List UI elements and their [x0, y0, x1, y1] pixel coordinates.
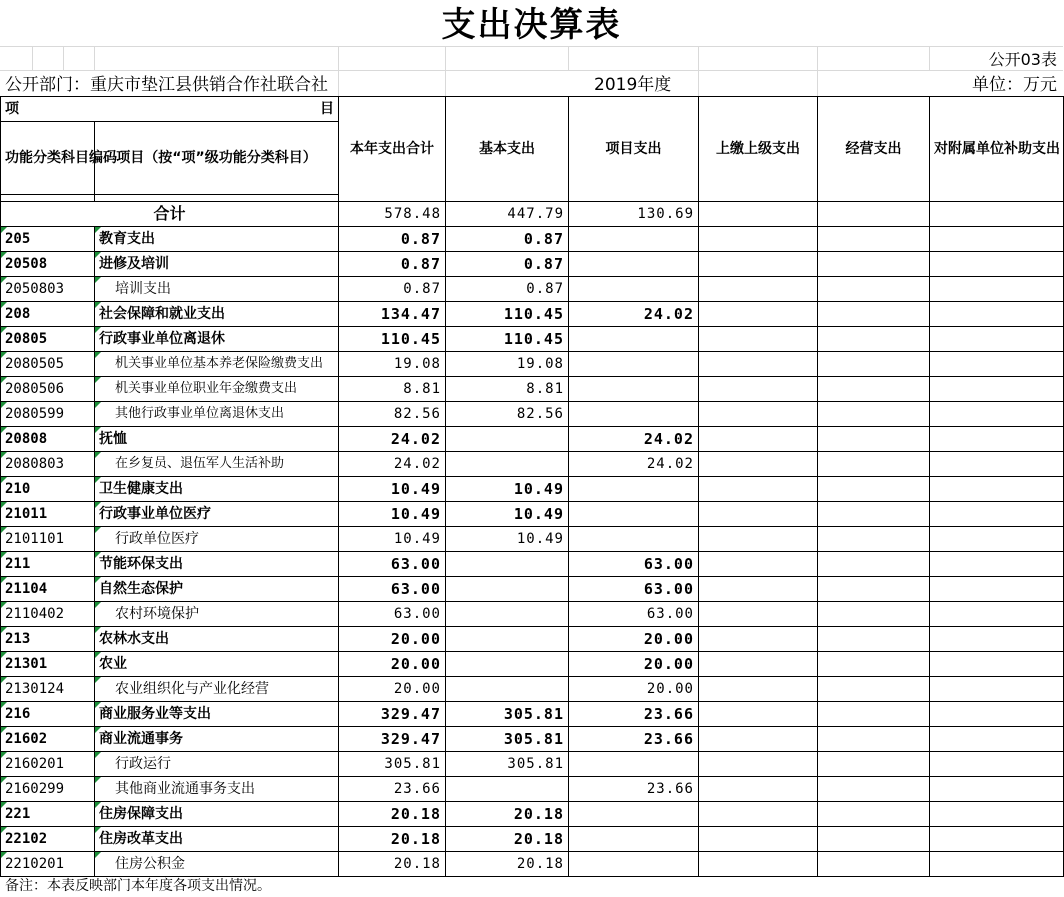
col-header-total: 本年支出合计 — [339, 97, 446, 202]
name-cell: 进修及培训 — [95, 252, 339, 277]
business-cell — [818, 527, 930, 552]
table-row — [1, 402, 1064, 427]
name-cell: 机关事业单位基本养老保险缴费支出 — [95, 352, 339, 377]
upper-cell — [699, 652, 818, 677]
subsidy-cell — [930, 827, 1064, 852]
business-cell — [818, 802, 930, 827]
business-cell — [818, 402, 930, 427]
upper-cell — [699, 527, 818, 552]
name-cell: 行政单位医疗 — [95, 527, 339, 552]
code-cell: 2130124 — [1, 677, 95, 702]
upper-cell — [699, 427, 818, 452]
total-cell: 134.47 — [339, 302, 446, 327]
total-cell: 8.81 — [339, 377, 446, 402]
basic-cell: 10.49 — [446, 502, 569, 527]
upper-cell — [699, 552, 818, 577]
code-cell: 213 — [1, 627, 95, 652]
header-spacer — [1, 195, 95, 202]
col-header-name: 项目（按“项”级功能分类科目） — [95, 122, 339, 195]
business-cell — [818, 427, 930, 452]
table-row — [1, 427, 1064, 452]
table-row — [1, 552, 1064, 577]
project-cell: 23.66 — [569, 727, 699, 752]
total-cell: 24.02 — [339, 427, 446, 452]
col-header-business: 经营支出 — [818, 97, 930, 202]
upper-cell — [699, 477, 818, 502]
project-cell: 63.00 — [569, 577, 699, 602]
upper-cell — [699, 352, 818, 377]
basic-cell: 110.45 — [446, 327, 569, 352]
table-row — [1, 252, 1064, 277]
business-cell — [818, 452, 930, 477]
table-row — [1, 677, 1064, 702]
table-row — [1, 577, 1064, 602]
name-cell: 农业 — [95, 652, 339, 677]
basic-cell — [446, 627, 569, 652]
code-cell: 211 — [1, 552, 95, 577]
basic-cell: 82.56 — [446, 402, 569, 427]
project-cell — [569, 252, 699, 277]
basic-cell: 0.87 — [446, 277, 569, 302]
project-cell: 130.69 — [569, 202, 699, 227]
total-label: 合计 — [1, 202, 339, 227]
code-cell: 21104 — [1, 577, 95, 602]
total-cell: 24.02 — [339, 452, 446, 477]
name-cell: 商业服务业等支出 — [95, 702, 339, 727]
basic-cell: 305.81 — [446, 727, 569, 752]
expenditure-table — [0, 96, 1064, 877]
subsidy-cell — [930, 202, 1064, 227]
subsidy-cell — [930, 452, 1064, 477]
code-cell: 21011 — [1, 502, 95, 527]
business-cell — [818, 227, 930, 252]
total-cell: 20.18 — [339, 852, 446, 877]
subsidy-cell — [930, 377, 1064, 402]
basic-cell — [446, 552, 569, 577]
code-cell: 208 — [1, 302, 95, 327]
item-header — [1, 97, 339, 122]
item-header-left: 项 — [5, 101, 19, 117]
total-cell: 20.18 — [339, 802, 446, 827]
total-cell: 20.00 — [339, 627, 446, 652]
basic-cell — [446, 427, 569, 452]
basic-cell: 20.18 — [446, 802, 569, 827]
subsidy-cell — [930, 552, 1064, 577]
business-cell — [818, 302, 930, 327]
code-cell: 2101101 — [1, 527, 95, 552]
business-cell — [818, 552, 930, 577]
project-cell — [569, 502, 699, 527]
code-cell: 22102 — [1, 827, 95, 852]
table-row — [1, 802, 1064, 827]
upper-cell — [699, 502, 818, 527]
col-header-basic: 基本支出 — [446, 97, 569, 202]
project-cell: 20.00 — [569, 677, 699, 702]
subsidy-cell — [930, 727, 1064, 752]
basic-cell: 10.49 — [446, 527, 569, 552]
name-cell: 节能环保支出 — [95, 552, 339, 577]
code-cell: 20808 — [1, 427, 95, 452]
basic-cell: 0.87 — [446, 227, 569, 252]
name-cell: 社会保障和就业支出 — [95, 302, 339, 327]
total-cell: 305.81 — [339, 752, 446, 777]
total-cell: 329.47 — [339, 702, 446, 727]
project-cell: 23.66 — [569, 702, 699, 727]
name-cell: 其他行政事业单位离退休支出 — [95, 402, 339, 427]
col-header-subsidy: 对附属单位补助支出 — [930, 97, 1064, 202]
total-cell: 110.45 — [339, 327, 446, 352]
upper-cell — [699, 227, 818, 252]
table-row — [1, 827, 1064, 852]
basic-cell — [446, 602, 569, 627]
project-cell — [569, 227, 699, 252]
subsidy-cell — [930, 502, 1064, 527]
code-cell: 21602 — [1, 727, 95, 752]
subsidy-cell — [930, 577, 1064, 602]
project-cell: 20.00 — [569, 652, 699, 677]
project-cell — [569, 802, 699, 827]
total-row — [1, 202, 1064, 227]
project-cell: 23.66 — [569, 777, 699, 802]
project-cell — [569, 327, 699, 352]
project-cell — [569, 827, 699, 852]
basic-cell: 305.81 — [446, 752, 569, 777]
name-cell: 教育支出 — [95, 227, 339, 252]
table-row — [1, 602, 1064, 627]
upper-cell — [699, 827, 818, 852]
subsidy-cell — [930, 227, 1064, 252]
business-cell — [818, 752, 930, 777]
name-cell: 住房保障支出 — [95, 802, 339, 827]
code-cell: 205 — [1, 227, 95, 252]
table-row — [1, 777, 1064, 802]
business-cell — [818, 327, 930, 352]
basic-cell — [446, 677, 569, 702]
subsidy-cell — [930, 752, 1064, 777]
basic-cell: 10.49 — [446, 477, 569, 502]
total-cell: 63.00 — [339, 577, 446, 602]
code-cell: 2080599 — [1, 402, 95, 427]
subsidy-cell — [930, 327, 1064, 352]
project-cell: 24.02 — [569, 427, 699, 452]
project-cell: 63.00 — [569, 552, 699, 577]
table-row — [1, 702, 1064, 727]
name-cell: 机关事业单位职业年金缴费支出 — [95, 377, 339, 402]
name-cell: 在乡复员、退伍军人生活补助 — [95, 452, 339, 477]
name-cell: 农业组织化与产业化经营 — [95, 677, 339, 702]
business-cell — [818, 502, 930, 527]
business-cell — [818, 777, 930, 802]
upper-cell — [699, 802, 818, 827]
subsidy-cell — [930, 427, 1064, 452]
code-cell: 216 — [1, 702, 95, 727]
name-cell: 行政运行 — [95, 752, 339, 777]
total-cell: 23.66 — [339, 777, 446, 802]
subsidy-cell — [930, 352, 1064, 377]
upper-cell — [699, 577, 818, 602]
table-row — [1, 627, 1064, 652]
table-row — [1, 452, 1064, 477]
project-cell — [569, 477, 699, 502]
table-row — [1, 652, 1064, 677]
name-cell: 农林水支出 — [95, 627, 339, 652]
code-cell: 2080506 — [1, 377, 95, 402]
subsidy-cell — [930, 852, 1064, 877]
total-cell: 10.49 — [339, 502, 446, 527]
upper-cell — [699, 277, 818, 302]
year-label: 2019年度 — [594, 75, 672, 95]
business-cell — [818, 852, 930, 877]
subsidy-cell — [930, 777, 1064, 802]
business-cell — [818, 202, 930, 227]
upper-cell — [699, 602, 818, 627]
upper-cell — [699, 302, 818, 327]
total-cell: 329.47 — [339, 727, 446, 752]
business-cell — [818, 577, 930, 602]
project-cell: 24.02 — [569, 452, 699, 477]
project-cell — [569, 752, 699, 777]
subsidy-cell — [930, 627, 1064, 652]
subsidy-cell — [930, 277, 1064, 302]
upper-cell — [699, 852, 818, 877]
total-cell: 63.00 — [339, 552, 446, 577]
total-cell: 0.87 — [339, 277, 446, 302]
code-cell: 21301 — [1, 652, 95, 677]
total-cell: 20.18 — [339, 827, 446, 852]
subsidy-cell — [930, 527, 1064, 552]
code-cell: 2110402 — [1, 602, 95, 627]
basic-cell: 0.87 — [446, 252, 569, 277]
total-cell: 578.48 — [339, 202, 446, 227]
header-spacer — [95, 195, 339, 202]
name-cell: 行政事业单位医疗 — [95, 502, 339, 527]
total-cell: 10.49 — [339, 477, 446, 502]
col-header-code: 功能分类科目编码 — [1, 122, 95, 195]
subsidy-cell — [930, 402, 1064, 427]
table-row — [1, 477, 1064, 502]
business-cell — [818, 727, 930, 752]
subsidy-cell — [930, 677, 1064, 702]
basic-cell — [446, 577, 569, 602]
code-cell: 2080505 — [1, 352, 95, 377]
project-cell: 63.00 — [569, 602, 699, 627]
upper-cell — [699, 252, 818, 277]
code-cell: 221 — [1, 802, 95, 827]
total-cell: 20.00 — [339, 652, 446, 677]
basic-cell: 8.81 — [446, 377, 569, 402]
table-row — [1, 227, 1064, 252]
project-cell — [569, 352, 699, 377]
code-cell: 210 — [1, 477, 95, 502]
col-header-project: 项目支出 — [569, 97, 699, 202]
upper-cell — [699, 452, 818, 477]
project-cell: 24.02 — [569, 302, 699, 327]
col-header-upper: 上缴上级支出 — [699, 97, 818, 202]
project-cell — [569, 402, 699, 427]
table-row — [1, 352, 1064, 377]
business-cell — [818, 252, 930, 277]
business-cell — [818, 352, 930, 377]
table-row — [1, 502, 1064, 527]
page-title: 支出决算表 — [441, 5, 622, 45]
footnote: 备注：本表反映部门本年度各项支出情况。 — [5, 878, 271, 894]
total-cell: 19.08 — [339, 352, 446, 377]
basic-cell — [446, 652, 569, 677]
name-cell: 培训支出 — [95, 277, 339, 302]
subsidy-cell — [930, 652, 1064, 677]
upper-cell — [699, 677, 818, 702]
name-cell: 住房改革支出 — [95, 827, 339, 852]
total-cell: 0.87 — [339, 227, 446, 252]
upper-cell — [699, 752, 818, 777]
subsidy-cell — [930, 802, 1064, 827]
name-cell: 农村环境保护 — [95, 602, 339, 627]
subsidy-cell — [930, 702, 1064, 727]
basic-cell — [446, 452, 569, 477]
subsidy-cell — [930, 252, 1064, 277]
upper-cell — [699, 702, 818, 727]
total-cell: 82.56 — [339, 402, 446, 427]
business-cell — [818, 602, 930, 627]
basic-cell — [446, 777, 569, 802]
upper-cell — [699, 627, 818, 652]
business-cell — [818, 652, 930, 677]
name-cell: 其他商业流通事务支出 — [95, 777, 339, 802]
name-cell: 卫生健康支出 — [95, 477, 339, 502]
total-cell: 63.00 — [339, 602, 446, 627]
total-cell: 20.00 — [339, 677, 446, 702]
code-cell: 20805 — [1, 327, 95, 352]
department-label: 公开部门：重庆市垫江县供销合作社联合社 — [5, 75, 328, 95]
project-cell — [569, 377, 699, 402]
business-cell — [818, 702, 930, 727]
name-cell: 抚恤 — [95, 427, 339, 452]
basic-cell: 305.81 — [446, 702, 569, 727]
unit-label: 单位：万元 — [972, 75, 1057, 95]
business-cell — [818, 477, 930, 502]
basic-cell: 20.18 — [446, 827, 569, 852]
code-cell: 2050803 — [1, 277, 95, 302]
project-cell — [569, 527, 699, 552]
business-cell — [818, 277, 930, 302]
basic-cell: 110.45 — [446, 302, 569, 327]
code-cell: 2160201 — [1, 752, 95, 777]
upper-cell — [699, 327, 818, 352]
table-row — [1, 302, 1064, 327]
name-cell: 自然生态保护 — [95, 577, 339, 602]
upper-cell — [699, 202, 818, 227]
table-id: 公开03表 — [988, 50, 1057, 69]
name-cell: 商业流通事务 — [95, 727, 339, 752]
business-cell — [818, 377, 930, 402]
subsidy-cell — [930, 477, 1064, 502]
code-cell: 2210201 — [1, 852, 95, 877]
business-cell — [818, 677, 930, 702]
upper-cell — [699, 727, 818, 752]
upper-cell — [699, 402, 818, 427]
business-cell — [818, 827, 930, 852]
basic-cell: 19.08 — [446, 352, 569, 377]
subsidy-cell — [930, 602, 1064, 627]
code-cell: 2160299 — [1, 777, 95, 802]
table-row — [1, 852, 1064, 877]
basic-cell: 20.18 — [446, 852, 569, 877]
table-row — [1, 327, 1064, 352]
business-cell — [818, 627, 930, 652]
basic-cell: 447.79 — [446, 202, 569, 227]
item-header-right: 目 — [320, 101, 334, 117]
table-row — [1, 377, 1064, 402]
table-row — [1, 527, 1064, 552]
project-cell — [569, 852, 699, 877]
project-cell: 20.00 — [569, 627, 699, 652]
upper-cell — [699, 777, 818, 802]
name-cell: 行政事业单位离退休 — [95, 327, 339, 352]
total-cell: 0.87 — [339, 252, 446, 277]
name-cell: 住房公积金 — [95, 852, 339, 877]
code-cell: 2080803 — [1, 452, 95, 477]
code-cell: 20508 — [1, 252, 95, 277]
table-row — [1, 727, 1064, 752]
subsidy-cell — [930, 302, 1064, 327]
total-cell: 10.49 — [339, 527, 446, 552]
project-cell — [569, 277, 699, 302]
table-row — [1, 752, 1064, 777]
upper-cell — [699, 377, 818, 402]
table-row — [1, 277, 1064, 302]
